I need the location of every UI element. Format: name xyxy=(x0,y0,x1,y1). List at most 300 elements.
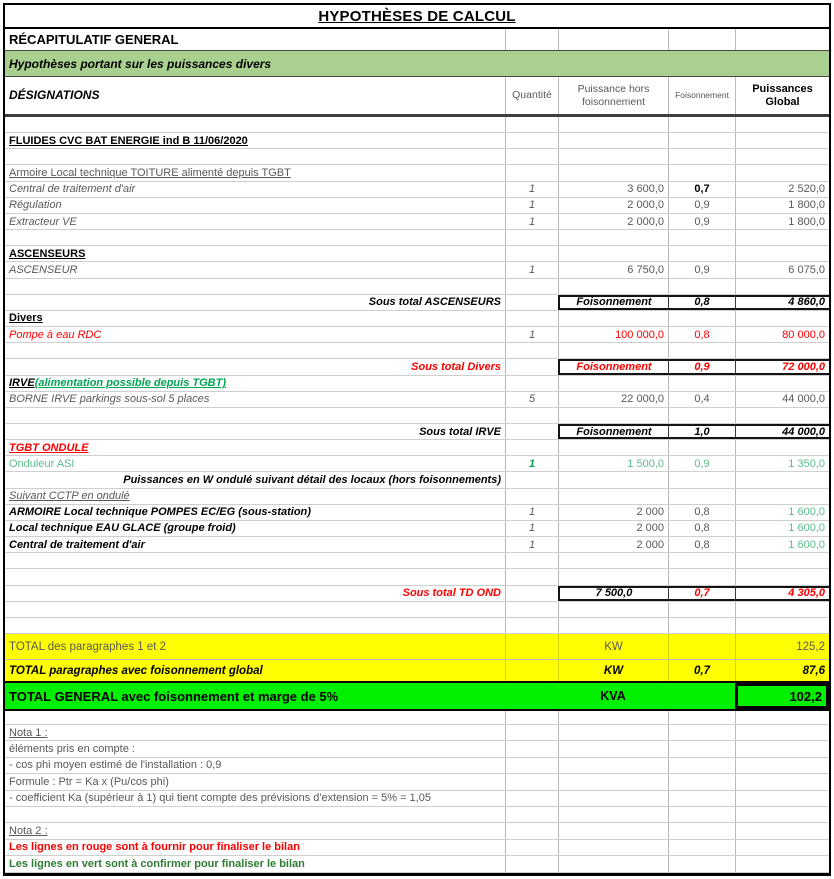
cell-empty xyxy=(558,823,668,838)
quantity-cell xyxy=(505,586,558,601)
cell-empty xyxy=(735,725,829,740)
designation-cell xyxy=(5,472,505,487)
diversity-cell: 0,7 xyxy=(668,182,735,197)
total-label: TOTAL GENERAL avec foisonnement et marge de 5% xyxy=(9,688,339,704)
global-cell: 1 800,0 xyxy=(735,214,829,229)
designation-cell xyxy=(5,343,505,358)
designation-cell xyxy=(5,376,505,391)
global-cell xyxy=(735,246,829,261)
diversity-cell xyxy=(668,246,735,261)
cell-empty xyxy=(735,758,829,773)
designation-text: Extracteur VE xyxy=(9,215,77,228)
global-cell xyxy=(735,440,829,455)
global-cell: 1 600,0 xyxy=(735,537,829,552)
cell-empty xyxy=(558,774,668,789)
power-cell xyxy=(558,246,668,261)
table-row xyxy=(5,214,829,230)
col-power-no-div: Puissance hors foisonnement xyxy=(558,77,668,114)
designation-cell xyxy=(5,117,505,132)
table-row xyxy=(5,602,829,618)
cell-empty xyxy=(505,758,558,773)
global-cell xyxy=(735,489,829,504)
designation-cell xyxy=(5,537,505,552)
cell-empty xyxy=(668,758,735,773)
subtitle-row xyxy=(5,29,829,51)
power-cell: Foisonnement xyxy=(558,295,668,310)
table-row xyxy=(5,586,829,602)
quantity-cell: 1 xyxy=(505,214,558,229)
col-designations: DÉSIGNATIONS xyxy=(9,87,100,102)
subtitle: RÉCAPITULATIF GENERAL xyxy=(9,32,179,47)
note-text: - cos phi moyen estimé de l'installation : 0,9 xyxy=(9,759,222,772)
quantity-cell xyxy=(505,424,558,439)
note-row xyxy=(5,774,829,790)
quantity-cell xyxy=(505,279,558,294)
note-row xyxy=(5,807,829,823)
power-cell xyxy=(558,117,668,132)
note-text xyxy=(5,807,505,822)
cell-empty xyxy=(735,791,829,806)
global-cell: 80 000,0 xyxy=(735,327,829,342)
cell-empty xyxy=(505,823,558,838)
cell-empty xyxy=(558,741,668,756)
cell-empty xyxy=(668,807,735,822)
global-cell xyxy=(735,618,829,633)
notes-section xyxy=(5,725,829,873)
cell-empty xyxy=(735,29,829,50)
designation-cell xyxy=(5,553,505,568)
quantity-cell xyxy=(505,165,558,180)
power-cell xyxy=(558,553,668,568)
table-row xyxy=(5,376,829,392)
designation-cell xyxy=(5,246,505,261)
table-row xyxy=(5,424,829,440)
quantity-cell: 1 xyxy=(505,521,558,536)
diversity-cell: 0,9 xyxy=(668,198,735,213)
designation-cell xyxy=(5,521,505,536)
cell-empty xyxy=(505,660,558,681)
designation-cell xyxy=(5,586,505,601)
cell-empty xyxy=(558,711,668,724)
total-diversity xyxy=(668,634,735,659)
page-title: HYPOTHÈSES DE CALCUL xyxy=(318,7,516,25)
note-row xyxy=(5,856,829,872)
cell-empty xyxy=(668,823,735,838)
global-cell: 1 600,0 xyxy=(735,521,829,536)
global-cell: 44 000,0 xyxy=(735,392,829,407)
power-cell: Foisonnement xyxy=(558,424,668,439)
table-row xyxy=(5,230,829,246)
power-cell: 2 000 xyxy=(558,537,668,552)
cell-empty xyxy=(735,823,829,838)
diversity-cell: 0,9 xyxy=(668,456,735,471)
note-text: Formule : Ptr = Ka x (Pu/cos phi) xyxy=(9,775,169,788)
diversity-cell xyxy=(668,376,735,391)
note-row xyxy=(5,725,829,741)
designation-cell xyxy=(5,489,505,504)
table-row xyxy=(5,521,829,537)
designation-cell xyxy=(5,311,505,326)
total-unit: KVA xyxy=(600,689,626,703)
table-row xyxy=(5,359,829,375)
col-diversity: Foisonnement xyxy=(668,77,735,114)
diversity-cell: 1,0 xyxy=(668,424,735,439)
designation-text: ASCENSEUR xyxy=(9,263,78,276)
global-cell: 6 075,0 xyxy=(735,262,829,277)
cell-empty xyxy=(505,741,558,756)
table-row xyxy=(5,440,829,456)
power-cell xyxy=(558,472,668,487)
designation-cell xyxy=(5,408,505,423)
diversity-cell xyxy=(668,489,735,504)
power-cell: 2 000 xyxy=(558,505,668,520)
designation-text: Pompe à eau RDC xyxy=(9,328,102,341)
cell-empty xyxy=(558,840,668,855)
note-text: Nota 2 : xyxy=(9,825,48,838)
diversity-cell xyxy=(668,165,735,180)
designation-text: ARMOIRE Local technique POMPES EC/EG (sous-station) xyxy=(9,506,311,519)
power-cell xyxy=(558,311,668,326)
cell-empty xyxy=(558,758,668,773)
designation-text: Sous total ASCENSEURS xyxy=(368,296,501,309)
global-cell xyxy=(735,472,829,487)
designation-cell xyxy=(5,456,505,471)
total-label: TOTAL paragraphes avec foisonnement global xyxy=(9,664,263,677)
diversity-cell: 0,9 xyxy=(668,262,735,277)
power-cell: 2 000 xyxy=(558,521,668,536)
quantity-cell xyxy=(505,618,558,633)
quantity-cell xyxy=(505,117,558,132)
col-quantity: Quantité xyxy=(505,77,558,114)
designation-cell xyxy=(5,440,505,455)
cell-empty xyxy=(505,807,558,822)
total-row xyxy=(5,634,829,660)
global-cell: 1 600,0 xyxy=(735,505,829,520)
cell-empty xyxy=(668,774,735,789)
note-text: éléments pris en compte : xyxy=(9,743,135,756)
table-body xyxy=(5,117,829,634)
designation-text: Local technique EAU GLACE (groupe froid) xyxy=(9,522,236,535)
global-cell xyxy=(735,149,829,164)
col-power-global: Puissances Global xyxy=(735,77,829,114)
quantity-cell xyxy=(505,295,558,310)
designation-text: Sous total IRVE xyxy=(419,425,501,438)
power-cell xyxy=(558,149,668,164)
cell-empty xyxy=(735,774,829,789)
cell-empty xyxy=(735,741,829,756)
power-cell: 2 000,0 xyxy=(558,214,668,229)
table-row xyxy=(5,117,829,133)
global-cell xyxy=(735,569,829,584)
table-row xyxy=(5,408,829,424)
power-cell: 6 750,0 xyxy=(558,262,668,277)
quantity-cell xyxy=(505,359,558,374)
power-cell xyxy=(558,279,668,294)
note-row xyxy=(5,741,829,757)
total-value: 102,2 xyxy=(735,683,829,709)
designation-cell xyxy=(5,618,505,633)
note-text: Les lignes en rouge sont à fournir pour finaliser le bilan xyxy=(9,841,300,854)
spreadsheet xyxy=(3,3,831,876)
global-cell xyxy=(735,553,829,568)
quantity-cell: 1 xyxy=(505,198,558,213)
quantity-cell xyxy=(505,472,558,487)
power-cell xyxy=(558,343,668,358)
table-row xyxy=(5,149,829,165)
global-cell: 4 305,0 xyxy=(735,586,829,601)
designation-cell xyxy=(5,262,505,277)
cell-empty xyxy=(558,29,668,50)
quantity-cell xyxy=(505,343,558,358)
quantity-cell: 1 xyxy=(505,262,558,277)
diversity-cell xyxy=(668,343,735,358)
spacer-row xyxy=(5,711,829,725)
table-row xyxy=(5,553,829,569)
power-cell: 100 000,0 xyxy=(558,327,668,342)
cell-empty xyxy=(668,29,735,50)
designation-text: TGBT ONDULE xyxy=(9,441,89,454)
cell-empty xyxy=(735,807,829,822)
note-text: Nota 1 : xyxy=(9,726,48,739)
table-row xyxy=(5,262,829,278)
cell-empty xyxy=(505,725,558,740)
designation-text: Sous total Divers xyxy=(411,360,501,373)
table-row xyxy=(5,392,829,408)
quantity-cell xyxy=(505,311,558,326)
designation-text: Central de traitement d'air xyxy=(9,183,136,196)
quantity-cell xyxy=(505,376,558,391)
cell-empty xyxy=(505,856,558,871)
designation-cell xyxy=(5,424,505,439)
power-cell xyxy=(558,489,668,504)
total-value: 125,2 xyxy=(735,634,829,659)
title-row xyxy=(5,5,829,29)
power-cell xyxy=(558,133,668,148)
power-cell xyxy=(558,618,668,633)
table-row xyxy=(5,505,829,521)
global-cell xyxy=(735,602,829,617)
designation-text: Sous total TD OND xyxy=(402,587,501,600)
diversity-cell: 0,8 xyxy=(668,537,735,552)
quantity-cell xyxy=(505,246,558,261)
section-band xyxy=(5,51,829,77)
quantity-cell xyxy=(505,602,558,617)
quantity-cell xyxy=(505,569,558,584)
diversity-cell xyxy=(668,117,735,132)
cell-empty xyxy=(558,791,668,806)
table-row xyxy=(5,489,829,505)
table-row xyxy=(5,343,829,359)
designation-text: Central de traitement d'air xyxy=(9,538,145,551)
column-header-row xyxy=(5,77,829,117)
global-cell: 2 520,0 xyxy=(735,182,829,197)
table-row xyxy=(5,182,829,198)
cell-empty xyxy=(735,856,829,871)
table-row xyxy=(5,618,829,634)
designation-cell xyxy=(5,279,505,294)
cell-empty xyxy=(505,634,558,659)
designation-text: Armoire Local technique TOITURE alimenté depuis TGBT xyxy=(9,167,291,180)
diversity-cell xyxy=(668,230,735,245)
totals-section xyxy=(5,634,829,711)
diversity-cell xyxy=(668,472,735,487)
global-cell xyxy=(735,133,829,148)
table-row xyxy=(5,165,829,181)
power-cell: 22 000,0 xyxy=(558,392,668,407)
designation-cell xyxy=(5,295,505,310)
global-cell xyxy=(735,117,829,132)
global-cell xyxy=(735,311,829,326)
note-row xyxy=(5,840,829,856)
table-row xyxy=(5,537,829,553)
designation-cell xyxy=(5,230,505,245)
table-row xyxy=(5,456,829,472)
global-cell xyxy=(735,230,829,245)
diversity-cell: 0,4 xyxy=(668,392,735,407)
table-row xyxy=(5,311,829,327)
diversity-cell: 0,8 xyxy=(668,505,735,520)
global-cell xyxy=(735,165,829,180)
note-row xyxy=(5,791,829,807)
designation-cell xyxy=(5,359,505,374)
power-cell: 7 500,0 xyxy=(558,586,668,601)
diversity-cell: 0,9 xyxy=(668,359,735,374)
table-row xyxy=(5,569,829,585)
table-row xyxy=(5,295,829,311)
designation-text: ASCENSEURS xyxy=(9,247,86,260)
total-value: 87,6 xyxy=(735,660,829,681)
designation-text-secondary: (alimentation possible depuis TGBT) xyxy=(34,377,226,390)
quantity-cell: 1 xyxy=(505,537,558,552)
cell-empty xyxy=(505,683,558,709)
global-cell: 4 860,0 xyxy=(735,295,829,310)
diversity-cell xyxy=(668,408,735,423)
diversity-cell xyxy=(668,133,735,148)
cell-empty xyxy=(558,807,668,822)
diversity-cell xyxy=(668,149,735,164)
designation-text: IRVE xyxy=(9,377,35,390)
power-cell xyxy=(558,569,668,584)
power-cell xyxy=(558,230,668,245)
global-cell: 44 000,0 xyxy=(735,424,829,439)
quantity-cell: 1 xyxy=(505,505,558,520)
quantity-cell xyxy=(505,440,558,455)
total-diversity: 0,7 xyxy=(668,660,735,681)
designation-cell xyxy=(5,327,505,342)
cell-empty xyxy=(5,711,505,724)
designation-cell xyxy=(5,392,505,407)
cell-empty xyxy=(735,840,829,855)
designation-text: Puissances en W ondulé suivant détail des locaux (hors foisonnements) xyxy=(123,474,501,487)
cell-empty xyxy=(505,840,558,855)
designation-cell xyxy=(5,182,505,197)
global-cell xyxy=(735,376,829,391)
diversity-cell xyxy=(668,311,735,326)
table-row xyxy=(5,246,829,262)
cell-empty xyxy=(668,741,735,756)
power-cell: Foisonnement xyxy=(558,359,668,374)
cell-empty xyxy=(505,29,558,50)
power-cell: 1 500,0 xyxy=(558,456,668,471)
cell-empty xyxy=(558,856,668,871)
quantity-cell: 1 xyxy=(505,182,558,197)
table-row xyxy=(5,198,829,214)
global-cell: 72 000,0 xyxy=(735,359,829,374)
cell-empty xyxy=(668,711,735,724)
cell-empty xyxy=(735,711,829,724)
quantity-cell xyxy=(505,230,558,245)
quantity-cell xyxy=(505,553,558,568)
power-cell xyxy=(558,440,668,455)
quantity-cell xyxy=(505,133,558,148)
diversity-cell xyxy=(668,602,735,617)
quantity-cell xyxy=(505,408,558,423)
diversity-cell: 0,8 xyxy=(668,327,735,342)
quantity-cell xyxy=(505,489,558,504)
cell-empty xyxy=(668,856,735,871)
diversity-cell xyxy=(668,553,735,568)
power-cell xyxy=(558,376,668,391)
total-unit: KW xyxy=(558,660,668,681)
table-row xyxy=(5,327,829,343)
cell-empty xyxy=(505,791,558,806)
designation-cell xyxy=(5,602,505,617)
table-row xyxy=(5,472,829,488)
total-row xyxy=(5,681,829,711)
designation-text: Divers xyxy=(9,312,43,325)
note-text: Les lignes en vert sont à confirmer pour finaliser le bilan xyxy=(9,857,305,870)
note-text: - coefficient Ka (supérieur à 1) qui tient compte des prévisions d'extension = 5% = 1,05 xyxy=(9,792,431,805)
table-row xyxy=(5,133,829,149)
cell-empty xyxy=(668,725,735,740)
quantity-cell: 5 xyxy=(505,392,558,407)
diversity-cell xyxy=(668,618,735,633)
power-cell xyxy=(558,165,668,180)
diversity-cell: 0,9 xyxy=(668,214,735,229)
total-diversity xyxy=(668,683,735,709)
designation-cell xyxy=(5,505,505,520)
note-row xyxy=(5,758,829,774)
power-cell xyxy=(558,408,668,423)
designation-text: BORNE IRVE parkings sous-sol 5 places xyxy=(9,393,210,406)
diversity-cell xyxy=(668,569,735,584)
power-cell xyxy=(558,602,668,617)
section-band-label: Hypothèses portant sur les puissances divers xyxy=(9,56,272,71)
total-row xyxy=(5,660,829,681)
diversity-cell: 0,7 xyxy=(668,586,735,601)
designation-cell xyxy=(5,133,505,148)
designation-text: Suivant CCTP en ondulé xyxy=(9,490,130,503)
cell-empty xyxy=(558,725,668,740)
diversity-cell: 0,8 xyxy=(668,521,735,536)
quantity-cell xyxy=(505,149,558,164)
total-unit: KW xyxy=(558,634,668,659)
power-cell: 2 000,0 xyxy=(558,198,668,213)
designation-cell xyxy=(5,149,505,164)
global-cell: 1 350,0 xyxy=(735,456,829,471)
designation-cell xyxy=(5,198,505,213)
global-cell xyxy=(735,343,829,358)
diversity-cell xyxy=(668,279,735,294)
diversity-cell xyxy=(668,440,735,455)
quantity-cell: 1 xyxy=(505,327,558,342)
global-cell xyxy=(735,408,829,423)
global-cell xyxy=(735,279,829,294)
cell-empty xyxy=(505,774,558,789)
designation-cell xyxy=(5,569,505,584)
power-cell: 3 600,0 xyxy=(558,182,668,197)
total-label: TOTAL des paragraphes 1 et 2 xyxy=(9,640,167,653)
